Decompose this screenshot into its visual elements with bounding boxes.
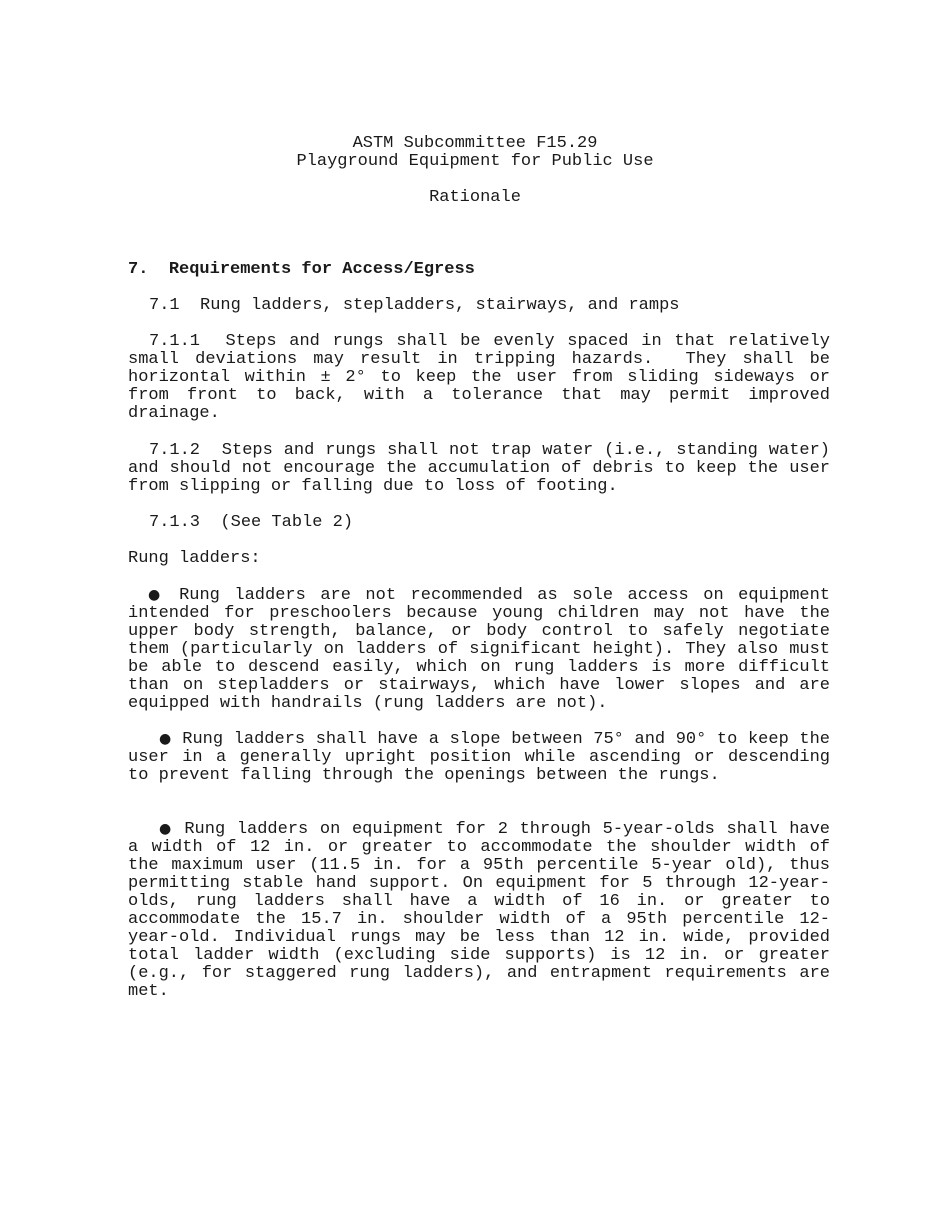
bullet-text: Rung ladders shall have a slope between 75° and 90° to keep the user in a generally upright position while ascending or descending to prevent falling through the openings between the rungs. [128,730,830,785]
bullet-icon: ● [148,587,165,603]
bullet-paragraph [128,586,830,713]
rung-ladders-heading: Rung ladders: [128,549,261,568]
subsection-heading: 7.1 Rung ladders, stepladders, stairways, and ramps [149,296,680,315]
subtitle-line: Playground Equipment for Public Use [296,152,654,171]
committee-line: ASTM Subcommittee F15.29 [352,134,598,153]
section-title: Requirements for Access/Egress [168,260,475,279]
section-heading [128,261,830,279]
section-number: 7. [128,260,149,279]
bullet-text: Rung ladders on equipment for 2 through 5-year-olds shall have a width of 12 in. or greater to accommodate the shoulder width of the maximum user (11.5 in. for a 95th percentile 5-year old), thus permitting stable hand support. On equipment for 5 through 12-year-olds, rung ladders shall have a width of 16 in. or greater to accommodate the 15.7 in. shoulder width of a 95th percentile 12-year-old. Individual rungs may be less than 12 in. wide, provided total ladder width (excluding side supports) is 12 in. or greater (e.g., for staggered rung ladders), and entrapment requirements are met. [128,820,831,1001]
bullet-paragraph [128,730,830,785]
bullet-paragraph [128,820,830,1001]
paragraph-7-1-1: 7.1.1 Steps and rungs shall be evenly spaced in that relatively small deviations may result in tripping hazards. They shall be horizontal within ± 2° to keep the user from sliding sideways or from front to back, with a tolerance that may permit improved drainage. [128,332,841,423]
bullet-icon: ● [159,731,172,747]
bullet-icon: ● [159,821,173,837]
bullet-text: Rung ladders are not recommended as sole access on equipment intended for preschoolers because young children may not have the upper body strength, balance, or body control to safely negotiate them (particularly on ladders of significant height). They also must be able to descend easily, which on rung ladders is more difficult than on stepladders or stairways, which have lower slopes and are equipped with handrails (rung ladders are not). [128,586,831,713]
paragraph-7-1-3: 7.1.3 (See Table 2) [149,513,354,532]
document-header [0,135,950,207]
paragraph-7-1-2: 7.1.2 Steps and rungs shall not trap water (i.e., standing water) and should not encourage the accumulation of debris to keep the user from slipping or falling due to loss of footing. [128,441,841,496]
rationale-heading: Rationale [429,188,521,207]
